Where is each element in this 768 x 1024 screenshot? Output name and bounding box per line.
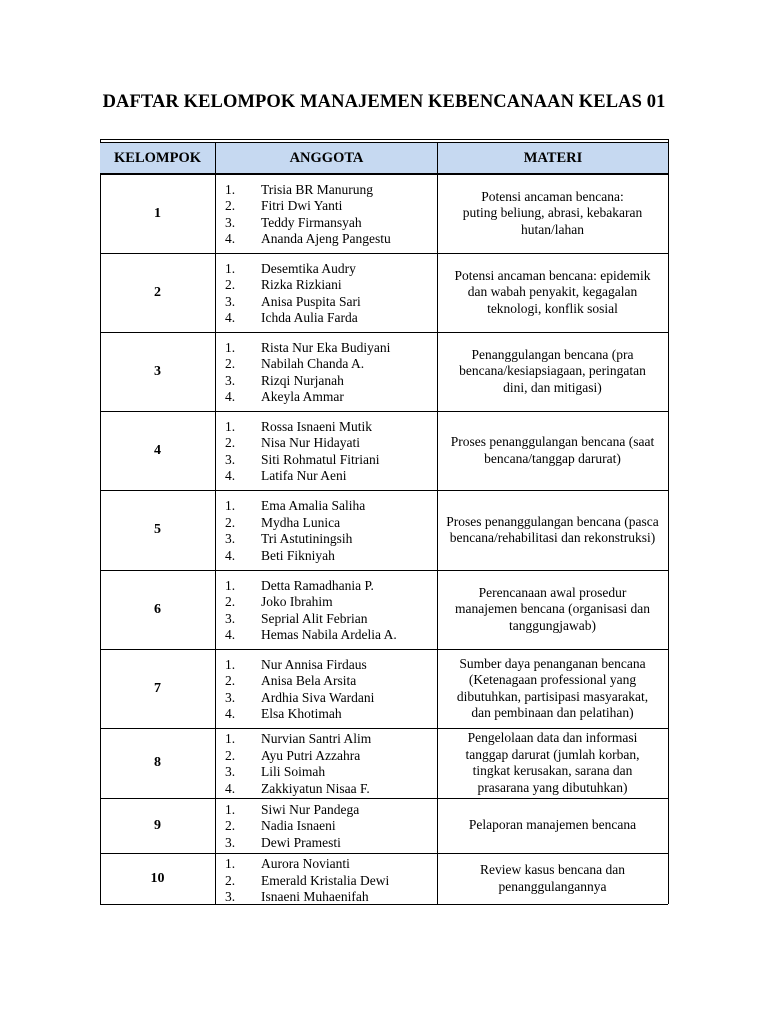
- member-name: Beti Fikniyah: [261, 547, 335, 563]
- member-index: 1.: [225, 260, 236, 276]
- member-index: 2.: [225, 198, 236, 213]
- member-name: Isnaeni Muhaenifah: [261, 889, 369, 904]
- header-anggota: ANGGOTA: [216, 143, 437, 173]
- group-number: 1: [154, 205, 161, 221]
- member-index: 4.: [225, 310, 236, 325]
- topic-cell: [437, 853, 668, 904]
- member-name: Fitri Dwi Yanti: [261, 198, 343, 213]
- topic-text: Pengelolaan data dan informasi tanggap darurat (jumlah korban, tingkat kerusakan, sarana dan prasarana yang dibutuhkan): [465, 730, 640, 795]
- topic-cell: [437, 570, 668, 649]
- member-name: Ardhia Siva Wardani: [261, 689, 375, 705]
- member-list: [215, 490, 437, 570]
- member-name: Nisa Nur Hidayati: [261, 435, 360, 450]
- member-index: 4.: [225, 627, 236, 642]
- member-index: 3.: [225, 834, 236, 850]
- member-name: Nabilah Chanda A.: [261, 356, 365, 371]
- member-index: 1.: [225, 856, 236, 871]
- member-name: Rizka Rizkiani: [261, 277, 342, 292]
- member-index: 3.: [225, 372, 236, 388]
- member-name: Nurvian Santri Alim: [261, 731, 372, 746]
- group-number: 7: [154, 680, 161, 696]
- member-index: 2.: [225, 818, 236, 834]
- member-list: [215, 253, 437, 332]
- member-name: Nur Annisa Firdaus: [261, 656, 367, 672]
- topic-text: Potensi ancaman bencana: epidemik dan wabah penyakit, kegagalan teknologi, konflik sosial: [454, 267, 651, 316]
- member-index: 3.: [225, 214, 236, 230]
- member-index: 1.: [225, 801, 236, 817]
- member-list: [215, 853, 437, 904]
- topic-text: Penanggulangan bencana (pra bencana/kesiapsiagaan, peringatan dini, dan mitigasi): [459, 346, 646, 395]
- topic-text: Proses penanggulangan bencana (saat bencana/tanggap darurat): [450, 434, 655, 466]
- topic-text: Perencanaan awal prosedur manajemen bencana (organisasi dan tanggungjawab): [454, 584, 651, 633]
- member-index: 3.: [225, 531, 236, 546]
- member-list: [215, 798, 437, 853]
- topic-cell: [437, 490, 668, 570]
- member-index: 3.: [225, 451, 236, 467]
- member-index: 4.: [225, 389, 236, 404]
- member-name: Tri Astutiningsih: [261, 531, 353, 546]
- member-name: Dewi Pramesti: [261, 834, 341, 850]
- member-index: 3.: [225, 764, 236, 779]
- member-name: Elsa Khotimah: [261, 706, 342, 721]
- member-list: [215, 649, 437, 728]
- member-name: Ananda Ajeng Pangestu: [261, 231, 391, 246]
- group-number: 2: [154, 284, 161, 300]
- member-index: 4.: [225, 231, 236, 246]
- member-name: Lili Soimah: [261, 764, 326, 779]
- member-name: Rizqi Nurjanah: [261, 372, 344, 388]
- member-name: Seprial Alit Febrian: [261, 610, 368, 626]
- member-list: [215, 411, 437, 490]
- topic-cell: [437, 174, 668, 253]
- member-name: Mydha Lunica: [261, 514, 341, 530]
- member-index: 1.: [225, 339, 236, 355]
- topic-cell: [437, 332, 668, 411]
- member-name: Latifa Nur Aeni: [261, 468, 347, 483]
- topic-cell: [437, 728, 668, 798]
- member-index: 3.: [225, 610, 236, 626]
- header-kelompok: KELOMPOK: [100, 143, 215, 173]
- member-index: 1.: [225, 418, 236, 434]
- member-index: 2.: [225, 435, 236, 450]
- topic-text: Pelaporan manajemen bencana: [468, 817, 637, 833]
- document-title: DAFTAR KELOMPOK MANAJEMEN KEBENCANAAN KELAS 01: [102, 92, 666, 112]
- member-name: Rossa Isnaeni Mutik: [261, 418, 372, 434]
- topic-text: Review kasus bencana dan penanggulangannya: [479, 862, 626, 894]
- member-name: Zakkiyatun Nisaa F.: [261, 780, 370, 796]
- member-name: Ema Amalia Saliha: [261, 498, 366, 513]
- member-list: [215, 332, 437, 411]
- member-index: 4.: [225, 706, 236, 721]
- topic-text: Proses penanggulangan bencana (pasca bencana/rehabilitasi dan rekonstruksi): [446, 513, 659, 545]
- member-list: [215, 174, 437, 253]
- header-materi: MATERI: [438, 143, 668, 173]
- topic-cell: [437, 798, 668, 853]
- member-index: 2.: [225, 277, 236, 292]
- member-name: Joko Ibrahim: [261, 594, 333, 609]
- member-name: Ayu Putri Azzahra: [261, 747, 361, 763]
- member-index: 2.: [225, 673, 236, 688]
- member-index: 2.: [225, 594, 236, 609]
- member-index: 1.: [225, 731, 236, 746]
- member-index: 1.: [225, 181, 236, 197]
- member-name: Ichda Aulia Farda: [261, 310, 358, 325]
- member-index: 2.: [225, 356, 236, 371]
- row-divider: [100, 904, 668, 905]
- member-name: Siwi Nur Pandega: [261, 801, 360, 817]
- member-name: Detta Ramadhania P.: [261, 577, 374, 593]
- topic-cell: [437, 649, 668, 728]
- member-name: Emerald Kristalia Dewi: [261, 872, 390, 888]
- member-index: 4.: [225, 780, 236, 796]
- member-name: Anisa Bela Arsita: [261, 673, 357, 688]
- member-index: 1.: [225, 656, 236, 672]
- group-number: 9: [154, 817, 161, 833]
- member-index: 2.: [225, 872, 236, 888]
- member-name: Hemas Nabila Ardelia A.: [261, 627, 397, 642]
- member-name: Anisa Puspita Sari: [261, 293, 361, 309]
- member-name: Desemtika Audry: [261, 260, 356, 276]
- member-index: 1.: [225, 577, 236, 593]
- member-name: Siti Rohmatul Fitriani: [261, 451, 380, 467]
- group-number: 10: [150, 870, 165, 886]
- topic-text: Potensi ancaman bencana: puting beliung, abrasi, kebakaran hutan/lahan: [462, 188, 643, 237]
- member-index: 3.: [225, 689, 236, 705]
- member-index: 4.: [225, 547, 236, 563]
- group-number: 4: [154, 442, 161, 458]
- group-number: 3: [154, 363, 161, 379]
- member-index: 2.: [225, 747, 236, 763]
- group-number: 6: [154, 601, 161, 617]
- group-number: 5: [154, 522, 161, 537]
- member-name: Akeyla Ammar: [261, 389, 344, 404]
- member-index: 3.: [225, 889, 236, 904]
- member-name: Aurora Novianti: [261, 856, 350, 871]
- table-top-border: [100, 139, 668, 140]
- member-list: [215, 728, 437, 798]
- member-index: 1.: [225, 498, 236, 513]
- topic-text: Sumber daya penanganan bencana (Ketenagaan professional yang dibutuhkan, partisipasi masyarakat, dan pembinaan dan pelatihan): [456, 655, 649, 720]
- group-number: 8: [154, 755, 161, 770]
- topic-cell: [437, 411, 668, 490]
- member-name: Rista Nur Eka Budiyani: [261, 339, 391, 355]
- topic-cell: [437, 253, 668, 332]
- table-right-border: [668, 139, 669, 904]
- member-name: Trisia BR Manurung: [261, 181, 374, 197]
- member-index: 4.: [225, 468, 236, 483]
- member-list: [215, 570, 437, 649]
- member-index: 2.: [225, 514, 236, 530]
- member-name: Nadia Isnaeni: [261, 818, 336, 834]
- member-index: 3.: [225, 293, 236, 309]
- member-name: Teddy Firmansyah: [261, 214, 362, 230]
